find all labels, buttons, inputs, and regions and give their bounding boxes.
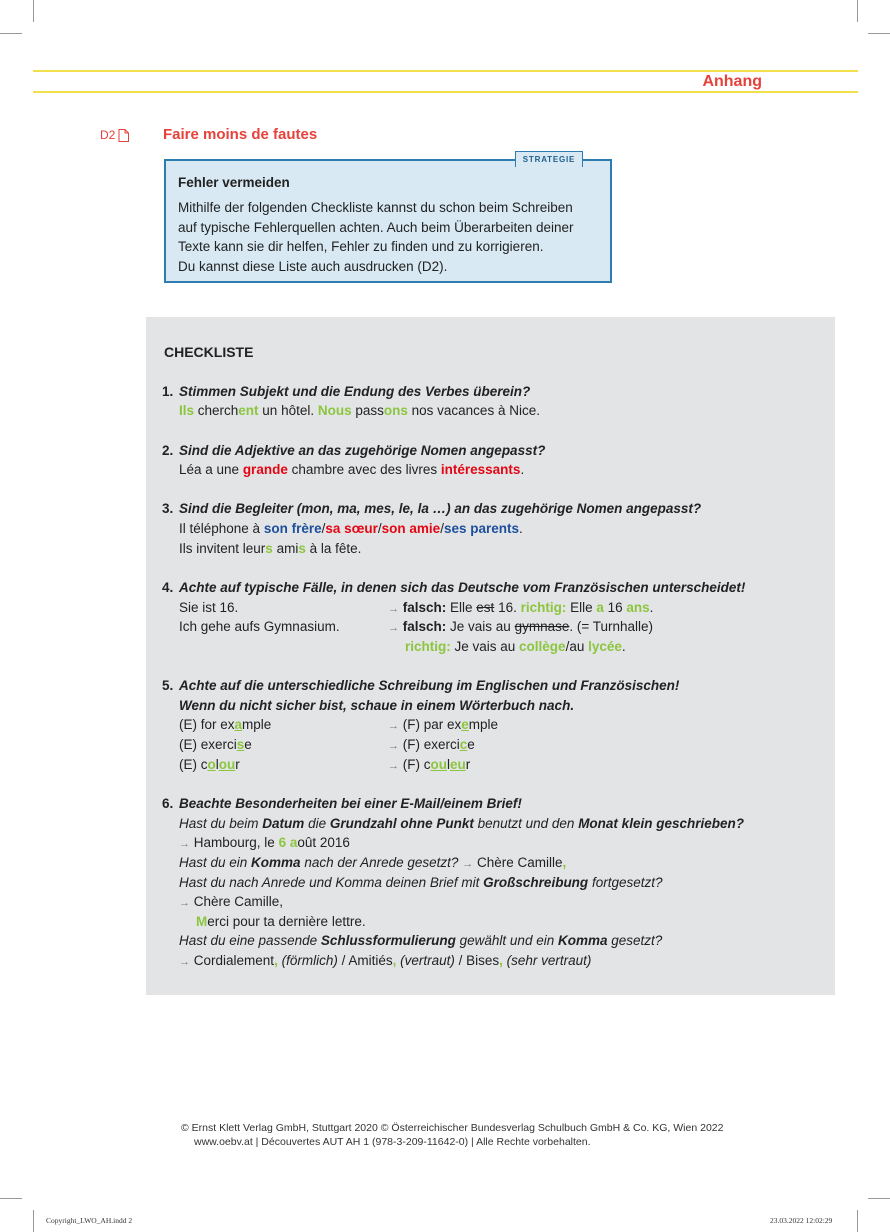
item-number: 4.	[162, 580, 174, 595]
item-example: → Hambourg, le 6 août 2016	[179, 835, 350, 850]
crop-mark	[33, 0, 34, 22]
item-question: Hast du eine passende Schlussformulierung gewählt und ein Komma gesetzt?	[179, 933, 663, 948]
strategy-line: Texte kann sie dir helfen, Fehler zu finden und zu korrigieren.	[178, 239, 544, 255]
strategy-box	[164, 159, 612, 283]
crop-mark	[857, 1210, 858, 1232]
arrow-right-icon: →	[179, 838, 190, 850]
exercise-title: Faire moins de fautes	[163, 126, 318, 143]
item-question: Hast du nach Anrede und Komma deinen Brief mit Großschreibung fortgesetzt?	[179, 875, 663, 890]
strategy-tab: STRATEGIE	[515, 151, 583, 167]
item-question: Beachte Besonderheiten bei einer E-Mail/einem Brief!	[179, 796, 522, 811]
english-spelling: (E) exercise	[179, 737, 252, 752]
crop-mark	[0, 1198, 22, 1199]
crop-mark	[868, 33, 890, 34]
crop-mark	[0, 33, 22, 34]
slug-date: 23.03.2022 12:02:29	[770, 1216, 833, 1225]
arrow-right-icon: →	[388, 760, 399, 772]
strategy-heading: Fehler vermeiden	[178, 175, 290, 190]
header-rule-top	[33, 70, 858, 72]
item-example: Ils invitent leurs amis à la fête.	[179, 541, 362, 556]
section-label: Anhang	[702, 73, 762, 90]
crop-mark	[857, 0, 858, 22]
item-number: 6.	[162, 796, 174, 811]
arrow-right-icon: →	[179, 897, 190, 909]
arrow-right-icon: →	[388, 603, 399, 615]
correction-line: → falsch: Elle est 16. richtig: Elle a 16 ans.	[388, 600, 654, 615]
item-question: Sind die Adjektive an das zugehörige Nomen angepasst?	[179, 443, 546, 458]
item-question: Sind die Begleiter (mon, ma, mes, le, la …) an das zugehörige Nomen angepasst?	[179, 501, 702, 516]
strategy-line: Mithilfe der folgenden Checkliste kannst du schon beim Schreiben	[178, 200, 573, 215]
correction-line: richtig: Je vais au collège/au lycée.	[405, 639, 626, 654]
item-number: 5.	[162, 678, 174, 693]
french-spelling: → (F) exercice	[388, 737, 475, 752]
document-icon	[118, 129, 129, 142]
item-question: Hast du beim Datum die Grundzahl ohne Punkt benutzt und den Monat klein geschrieben?	[179, 816, 744, 831]
strategy-line: Du kannst diese Liste auch ausdrucken (D2).	[178, 258, 448, 274]
crop-mark	[33, 1210, 34, 1232]
item-example: Ils cherchent un hôtel. Nous passons nos vacances à Nice.	[179, 403, 540, 418]
item-example: Léa a une grande chambre avec des livres intéressants.	[179, 462, 525, 477]
strategy-text	[178, 198, 603, 276]
arrow-right-icon: →	[462, 858, 474, 870]
item-number: 2.	[162, 443, 174, 458]
item-question: Hast du ein Komma nach der Anrede gesetzt? → Chère Camille,	[179, 855, 567, 870]
checklist-heading: CHECKLISTE	[164, 344, 254, 360]
checklist-panel	[146, 317, 835, 995]
english-spelling: (E) colour	[179, 757, 240, 772]
header-rule-bottom	[33, 91, 858, 93]
copyright-line: www.oebv.at | Découvertes AUT AH 1 (978-3-209-11642-0) | Alle Rechte vorbehalten.	[194, 1136, 591, 1148]
slug-file: Copyright_LWO_AH.indd 2	[46, 1216, 133, 1225]
item-question: Stimmen Subjekt und die Endung des Verbes überein?	[179, 384, 531, 399]
correction-line: → falsch: Je vais au gymnase. (= Turnhalle)	[388, 619, 654, 634]
arrow-right-icon: →	[388, 622, 399, 634]
arrow-right-icon: →	[388, 740, 399, 752]
german-sentence: Ich gehe aufs Gymnasium.	[179, 619, 340, 634]
exercise-code-text: D2	[100, 128, 116, 142]
item-question: Wenn du nicht sicher bist, schaue in einem Wörterbuch nach.	[179, 698, 575, 713]
item-number: 1.	[162, 384, 174, 399]
copyright-footer	[181, 1121, 723, 1149]
strategy-line: auf typische Fehlerquellen achten. Auch beim Überarbeiten deiner	[178, 219, 574, 235]
german-sentence: Sie ist 16.	[179, 600, 239, 615]
item-number: 3.	[162, 501, 174, 516]
copyright-line: © Ernst Klett Verlag GmbH, Stuttgart 2020 © Österreichischer Bundesverlag Schulbuch GmbH & Co. KG, Wien 2022	[181, 1122, 724, 1134]
arrow-right-icon: →	[388, 720, 399, 732]
crop-mark	[868, 1198, 890, 1199]
item-question: Achte auf typische Fälle, in denen sich das Deutsche vom Französischen unterscheidet!	[179, 580, 746, 595]
french-spelling: → (F) par exemple	[388, 717, 499, 732]
english-spelling: (E) for example	[179, 717, 272, 732]
arrow-right-icon: →	[179, 956, 190, 968]
item-question: Achte auf die unterschiedliche Schreibung im Englischen und Französischen!	[179, 678, 680, 693]
exercise-code	[100, 128, 129, 142]
item-example: Merci pour ta dernière lettre.	[196, 914, 366, 929]
item-example: → Chère Camille,	[179, 894, 284, 909]
item-example: Il téléphone à son frère/sa sœur/son amie/ses parents.	[179, 521, 523, 536]
item-example: → Cordialement, (förmlich) / Amitiés, (vertraut) / Bises, (sehr vertraut)	[179, 953, 592, 968]
french-spelling: → (F) couleur	[388, 757, 471, 772]
